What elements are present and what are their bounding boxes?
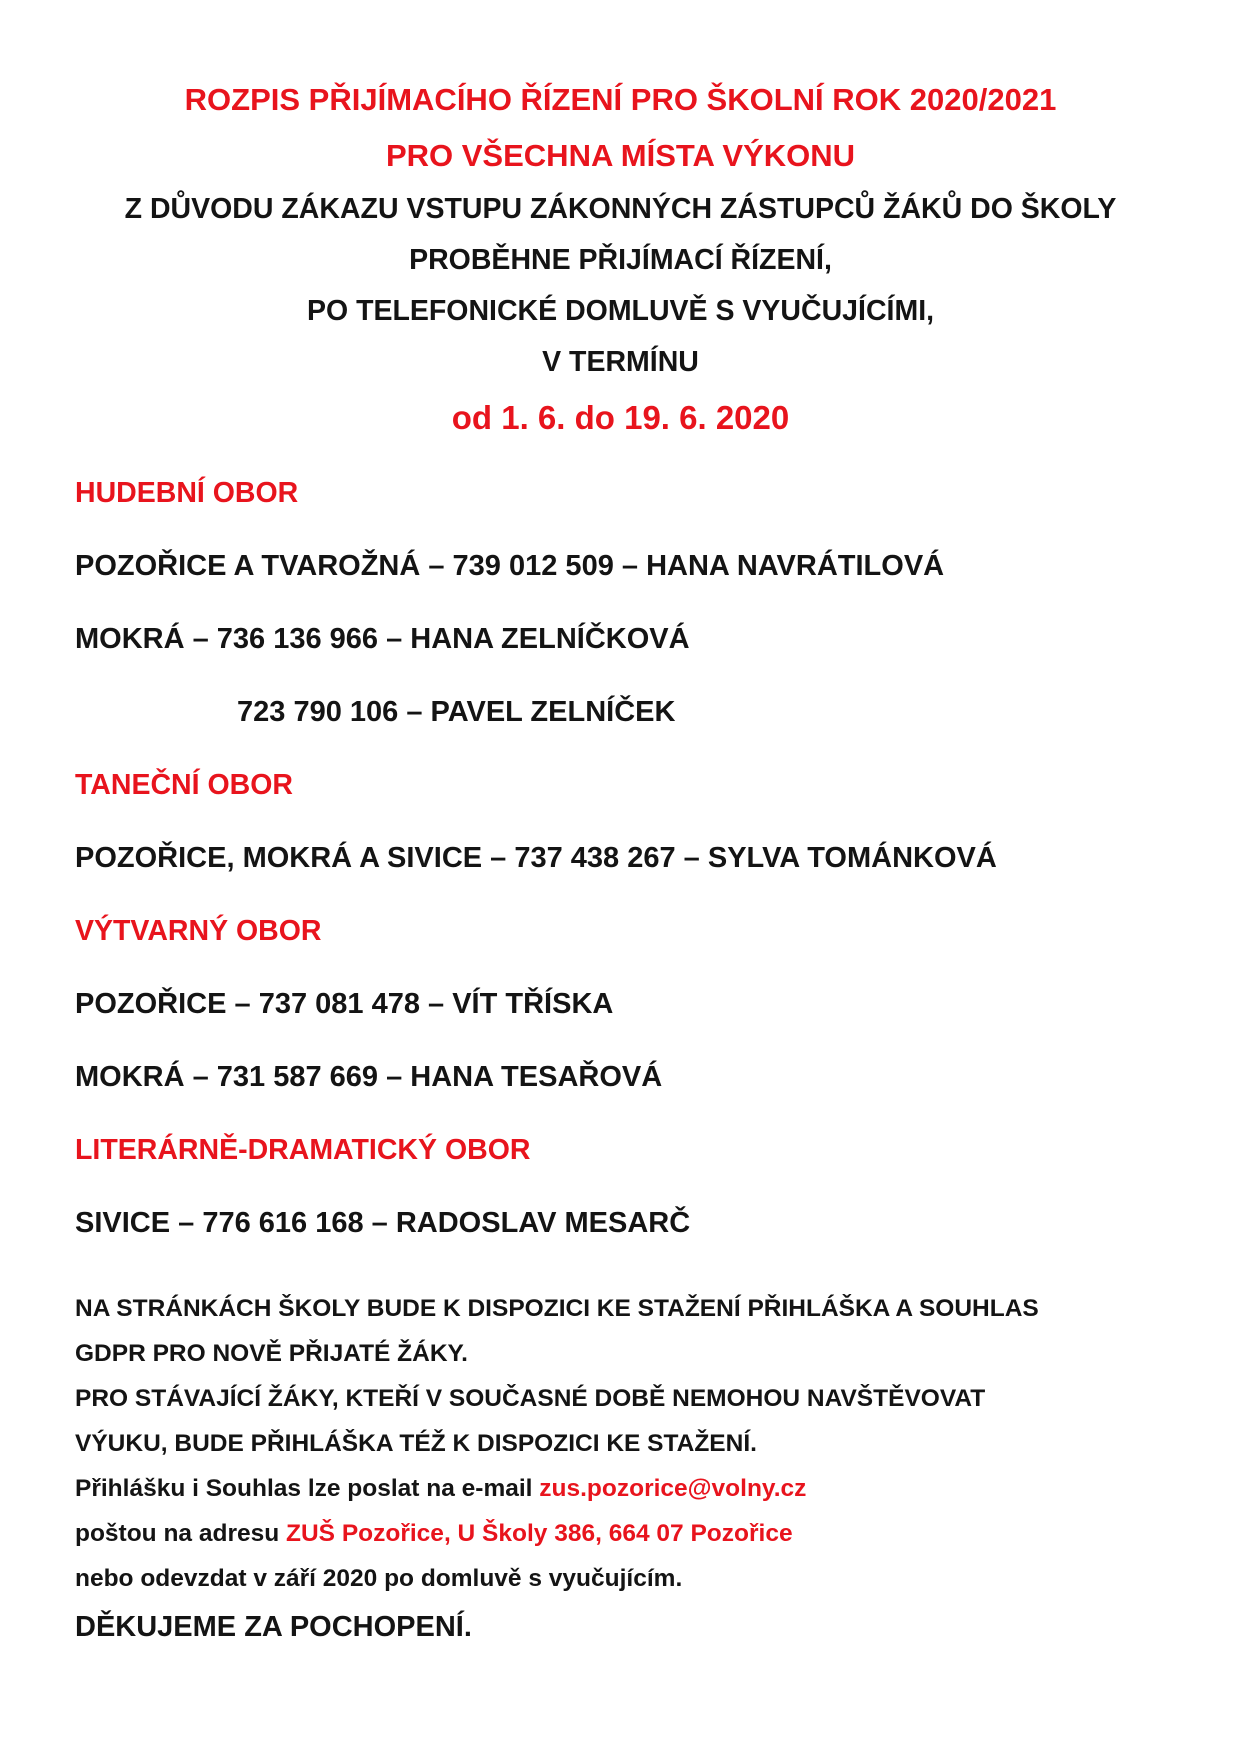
section-title-drama: LITERÁRNĚ-DRAMATICKÝ OBOR — [75, 1134, 531, 1166]
contact-entry: MOKRÁ – 736 136 966 – HANA ZELNÍČKOVÁ — [75, 623, 690, 655]
contact-entry: SIVICE – 776 616 168 – RADOSLAV MESARČ — [75, 1207, 691, 1239]
post-line — [75, 1511, 1195, 1556]
notice-line1: Z DŮVODU ZÁKAZU VSTUPU ZÁKONNÝCH ZÁSTUPCŮ ŽÁKŮ DO ŠKOLY — [124, 193, 1117, 225]
notice-line2: PROBĚHNE PŘIJÍMACÍ ŘÍZENÍ, — [409, 244, 832, 276]
email-prefix: Přihlášku i Souhlas lze poslat na e-mail — [75, 1475, 540, 1502]
section-title-music: HUDEBNÍ OBOR — [75, 477, 299, 509]
footer-note-line2: GDPR PRO NOVĚ PŘIJATÉ ŽÁKY. — [75, 1340, 468, 1367]
postal-address: ZUŠ Pozořice, U Školy 386, 664 07 Pozořice — [286, 1520, 793, 1547]
post-prefix: poštou na adresu — [75, 1520, 287, 1547]
date-range: od 1. 6. do 19. 6. 2020 — [451, 399, 790, 436]
contact-entry: 723 790 106 – PAVEL ZELNÍČEK — [237, 696, 676, 728]
footer-note-line4: VÝUKU, BUDE PŘIHLÁŠKA TÉŽ K DISPOZICI KE STAŽENÍ. — [75, 1430, 757, 1457]
footer-note-line3: PRO STÁVAJÍCÍ ŽÁKY, KTEŘÍ V SOUČASNÉ DOBĚ NEMOHOU NAVŠTĚVOVAT — [75, 1385, 986, 1412]
handover-line: nebo odevzdat v září 2020 po domluvě s vyučujícím. — [75, 1565, 683, 1592]
contact-entry: POZOŘICE, MOKRÁ A SIVICE – 737 438 267 – SYLVA TOMÁNKOVÁ — [75, 842, 997, 874]
document-title-line2: PRO VŠECHNA MÍSTA VÝKONU — [385, 138, 856, 173]
footer-note-line1: NA STRÁNKÁCH ŠKOLY BUDE K DISPOZICI KE STAŽENÍ PŘIHLÁŠKA A SOUHLAS — [75, 1295, 1039, 1322]
contacts-list — [75, 476, 1195, 1240]
contact-entry: MOKRÁ – 731 587 669 – HANA TESAŘOVÁ — [75, 1061, 663, 1093]
document-title-line1: ROZPIS PŘIJÍMACÍHO ŘÍZENÍ PRO ŠKOLNÍ ROK 2020/2021 — [184, 82, 1057, 117]
contact-entry: POZOŘICE – 737 081 478 – VÍT TŘÍSKA — [75, 988, 614, 1020]
email-link[interactable]: zus.pozorice@volny.cz — [539, 1475, 807, 1502]
email-line — [75, 1466, 1195, 1511]
document-footer — [75, 1286, 1195, 1651]
contact-entry: POZOŘICE A TVAROŽNÁ – 739 012 509 – HANA NAVRÁTILOVÁ — [75, 550, 945, 582]
notice-line4: V TERMÍNU — [542, 346, 699, 378]
section-title-dance: TANEČNÍ OBOR — [75, 769, 293, 801]
document-header — [0, 72, 1241, 448]
section-title-art: VÝTVARNÝ OBOR — [75, 915, 322, 947]
thanks-line: DĚKUJEME ZA POCHOPENÍ. — [75, 1611, 472, 1643]
notice-line3: PO TELEFONICKÉ DOMLUVĚ S VYUČUJÍCÍMI, — [306, 295, 935, 327]
